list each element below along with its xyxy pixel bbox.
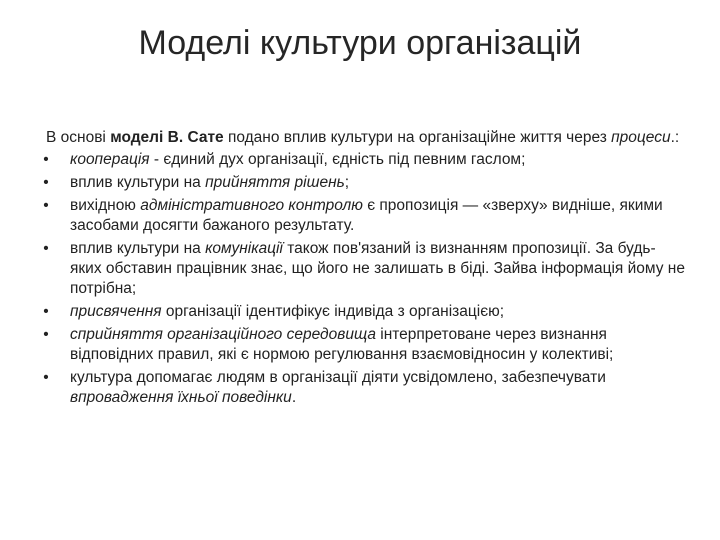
bullet-icon: • <box>43 174 49 191</box>
bullet-text: - єдиний дух організації, єдність під певним гаслом; <box>149 151 526 168</box>
bullet-item <box>43 173 686 193</box>
bullet-term: прийняття рішень <box>205 174 345 191</box>
bullet-lead: культура допомагає людям в організації діяти усвідомлено, забезпечувати <box>70 369 606 386</box>
bullet-item <box>43 302 686 322</box>
intro-text-1: В основі <box>46 129 111 146</box>
bullet-icon: • <box>43 240 49 257</box>
bullet-term: сприйняття організаційного середовища <box>70 326 376 343</box>
bullet-text: також пов'язаний із визнанням пропозиції. За будь-яких обставин працівник знає, що його не залишать в біді. Зайва інформація йому не потрібна; <box>70 240 685 297</box>
bullet-text: є пропозиція — «зверху» видніше, якими засобами досягти бажаного результату. <box>70 197 663 234</box>
bullet-term: кооперація <box>70 151 150 168</box>
bullet-item <box>43 368 686 408</box>
bullet-lead: вплив культури на <box>70 240 206 257</box>
bullet-lead: вплив культури на <box>70 174 206 191</box>
intro-model-name: моделі В. Сате <box>110 129 224 146</box>
bullet-icon: • <box>43 303 49 320</box>
bullet-icon: • <box>43 369 49 386</box>
bullet-term: комунікації <box>205 240 283 257</box>
bullet-term: впровадження їхньої поведінки <box>70 389 292 406</box>
bullet-list <box>43 150 686 408</box>
intro-text-2: подано вплив культури на організаційне життя через <box>223 129 612 146</box>
bullet-text: . <box>291 389 297 406</box>
bullet-icon: • <box>43 197 49 214</box>
bullet-text: організації ідентифікує індивіда з організацією; <box>161 303 505 320</box>
intro-processes: процеси <box>611 129 671 146</box>
bullet-item <box>43 150 686 170</box>
bullet-term: адміністративного контролю <box>140 197 363 214</box>
bullet-text: інтерпретоване через визнання відповідних правил, які є нормою регулювання взаємовідносин у колективі; <box>70 326 614 363</box>
bullet-icon: • <box>43 151 49 168</box>
intro-paragraph <box>46 128 686 148</box>
bullet-item <box>43 325 686 365</box>
intro-text-3: .: <box>670 129 680 146</box>
bullet-term: присвячення <box>70 303 162 320</box>
bullet-item <box>43 239 686 299</box>
slide-body <box>43 128 686 411</box>
slide-title: Моделі культури організацій <box>138 24 582 62</box>
bullet-text: ; <box>344 174 350 191</box>
bullet-item <box>43 196 686 236</box>
bullet-icon: • <box>43 326 49 343</box>
bullet-lead: вихідною <box>70 197 141 214</box>
